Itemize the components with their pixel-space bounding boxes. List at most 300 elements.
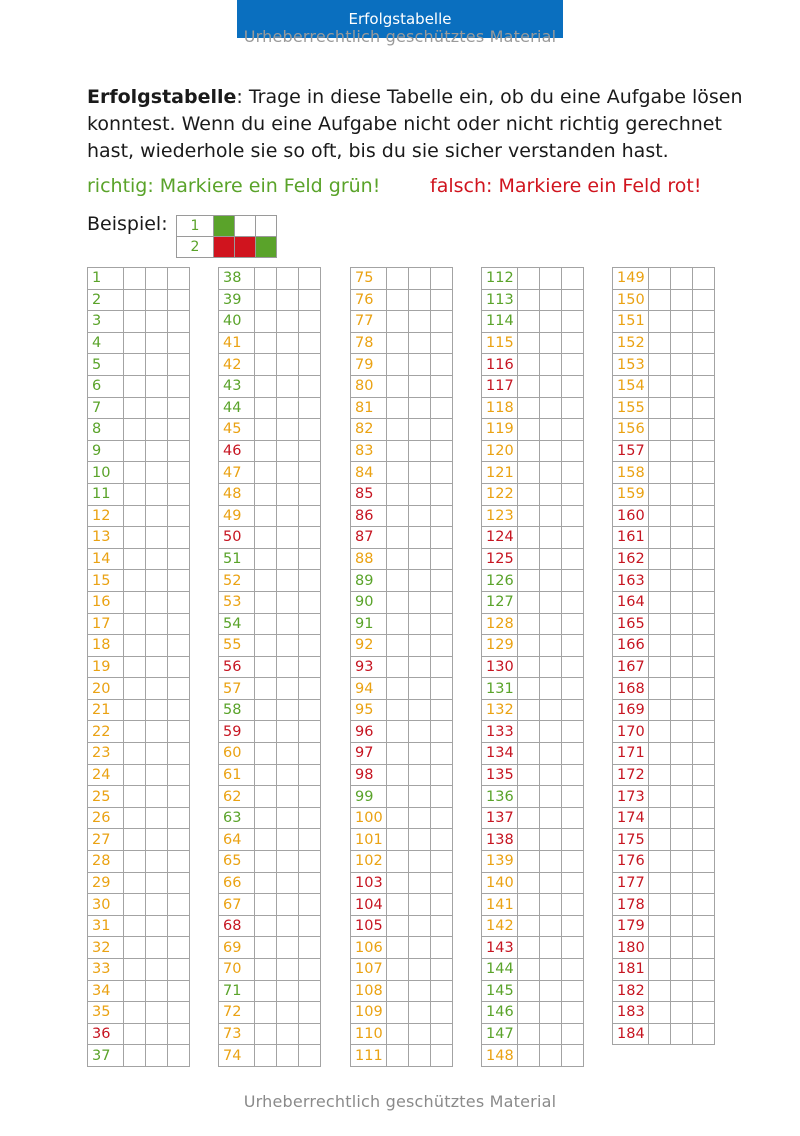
mark-cell[interactable] <box>671 419 693 441</box>
mark-cell[interactable] <box>387 807 409 829</box>
mark-cell[interactable] <box>540 915 562 937</box>
mark-cell[interactable] <box>299 311 321 333</box>
mark-cell[interactable] <box>255 980 277 1002</box>
mark-cell[interactable] <box>124 678 146 700</box>
mark-cell[interactable] <box>124 311 146 333</box>
mark-cell[interactable] <box>693 894 715 916</box>
mark-cell[interactable] <box>299 289 321 311</box>
mark-cell[interactable] <box>168 743 190 765</box>
mark-cell[interactable] <box>649 483 671 505</box>
mark-cell[interactable] <box>277 980 299 1002</box>
mark-cell[interactable] <box>649 440 671 462</box>
mark-cell[interactable] <box>431 268 453 290</box>
mark-cell[interactable] <box>387 915 409 937</box>
mark-cell[interactable] <box>299 915 321 937</box>
mark-cell[interactable] <box>168 483 190 505</box>
mark-cell[interactable] <box>671 332 693 354</box>
mark-cell[interactable] <box>649 548 671 570</box>
mark-cell[interactable] <box>540 375 562 397</box>
mark-cell[interactable] <box>387 678 409 700</box>
mark-cell[interactable] <box>146 872 168 894</box>
mark-cell[interactable] <box>409 980 431 1002</box>
mark-cell[interactable] <box>671 397 693 419</box>
mark-cell[interactable] <box>255 764 277 786</box>
mark-cell[interactable] <box>693 332 715 354</box>
mark-cell[interactable] <box>387 937 409 959</box>
mark-cell[interactable] <box>518 483 540 505</box>
mark-cell[interactable] <box>431 635 453 657</box>
mark-cell[interactable] <box>671 570 693 592</box>
mark-cell[interactable] <box>124 937 146 959</box>
mark-cell[interactable] <box>518 786 540 808</box>
mark-cell[interactable] <box>168 635 190 657</box>
mark-cell[interactable] <box>540 635 562 657</box>
mark-cell[interactable] <box>693 937 715 959</box>
mark-cell[interactable] <box>518 419 540 441</box>
mark-cell[interactable] <box>277 743 299 765</box>
mark-cell[interactable] <box>277 699 299 721</box>
mark-cell[interactable] <box>562 656 584 678</box>
mark-cell[interactable] <box>431 375 453 397</box>
mark-cell[interactable] <box>540 1002 562 1024</box>
mark-cell[interactable] <box>649 872 671 894</box>
mark-cell[interactable] <box>671 959 693 981</box>
mark-cell[interactable] <box>562 1045 584 1067</box>
mark-cell[interactable] <box>431 354 453 376</box>
mark-cell[interactable] <box>649 915 671 937</box>
mark-cell[interactable] <box>431 656 453 678</box>
mark-cell[interactable] <box>124 1023 146 1045</box>
mark-cell[interactable] <box>518 354 540 376</box>
mark-cell[interactable] <box>299 699 321 721</box>
mark-cell[interactable] <box>168 311 190 333</box>
mark-cell[interactable] <box>540 613 562 635</box>
mark-cell[interactable] <box>540 937 562 959</box>
mark-cell[interactable] <box>540 656 562 678</box>
mark-cell[interactable] <box>562 1002 584 1024</box>
mark-cell[interactable] <box>671 289 693 311</box>
mark-cell[interactable] <box>255 656 277 678</box>
mark-cell[interactable] <box>124 440 146 462</box>
mark-cell[interactable] <box>124 462 146 484</box>
mark-cell[interactable] <box>168 527 190 549</box>
mark-cell[interactable] <box>277 1002 299 1024</box>
mark-cell[interactable] <box>168 548 190 570</box>
mark-cell[interactable] <box>409 743 431 765</box>
mark-cell[interactable] <box>146 786 168 808</box>
mark-cell[interactable] <box>387 483 409 505</box>
mark-cell[interactable] <box>649 807 671 829</box>
mark-cell[interactable] <box>409 570 431 592</box>
mark-cell[interactable] <box>693 354 715 376</box>
mark-cell[interactable] <box>671 656 693 678</box>
mark-cell[interactable] <box>431 570 453 592</box>
mark-cell[interactable] <box>540 1023 562 1045</box>
mark-cell[interactable] <box>693 268 715 290</box>
mark-cell[interactable] <box>277 635 299 657</box>
mark-cell[interactable] <box>562 786 584 808</box>
mark-cell[interactable] <box>431 894 453 916</box>
mark-cell[interactable] <box>168 721 190 743</box>
mark-cell[interactable] <box>671 375 693 397</box>
mark-cell[interactable] <box>409 375 431 397</box>
mark-cell[interactable] <box>146 937 168 959</box>
mark-cell[interactable] <box>124 894 146 916</box>
mark-cell[interactable] <box>124 613 146 635</box>
mark-cell[interactable] <box>168 289 190 311</box>
mark-cell[interactable] <box>518 807 540 829</box>
mark-cell[interactable] <box>671 851 693 873</box>
mark-cell[interactable] <box>540 851 562 873</box>
mark-cell[interactable] <box>693 851 715 873</box>
mark-cell[interactable] <box>518 548 540 570</box>
mark-cell[interactable] <box>299 851 321 873</box>
mark-cell[interactable] <box>255 743 277 765</box>
mark-cell[interactable] <box>649 397 671 419</box>
mark-cell[interactable] <box>255 829 277 851</box>
mark-cell[interactable] <box>124 980 146 1002</box>
mark-cell[interactable] <box>168 354 190 376</box>
mark-cell[interactable] <box>277 397 299 419</box>
mark-cell[interactable] <box>255 311 277 333</box>
mark-cell[interactable] <box>277 656 299 678</box>
mark-cell[interactable] <box>693 289 715 311</box>
mark-cell[interactable] <box>168 764 190 786</box>
mark-cell[interactable] <box>562 851 584 873</box>
mark-cell[interactable] <box>431 419 453 441</box>
mark-cell[interactable] <box>649 591 671 613</box>
mark-cell[interactable] <box>146 656 168 678</box>
mark-cell[interactable] <box>693 570 715 592</box>
mark-cell[interactable] <box>146 1023 168 1045</box>
mark-cell[interactable] <box>168 678 190 700</box>
mark-cell[interactable] <box>540 289 562 311</box>
mark-cell[interactable] <box>518 1045 540 1067</box>
mark-cell[interactable] <box>277 613 299 635</box>
mark-cell[interactable] <box>124 764 146 786</box>
mark-cell[interactable] <box>168 872 190 894</box>
mark-cell[interactable] <box>124 570 146 592</box>
mark-cell[interactable] <box>255 851 277 873</box>
mark-cell[interactable] <box>693 829 715 851</box>
mark-cell[interactable] <box>277 786 299 808</box>
mark-cell[interactable] <box>431 311 453 333</box>
mark-cell[interactable] <box>409 527 431 549</box>
mark-cell[interactable] <box>277 527 299 549</box>
mark-cell[interactable] <box>540 699 562 721</box>
mark-cell[interactable] <box>387 764 409 786</box>
mark-cell[interactable] <box>124 505 146 527</box>
mark-cell[interactable] <box>540 591 562 613</box>
mark-cell[interactable] <box>387 656 409 678</box>
mark-cell[interactable] <box>671 699 693 721</box>
mark-cell[interactable] <box>168 440 190 462</box>
mark-cell[interactable] <box>518 764 540 786</box>
mark-cell[interactable] <box>649 354 671 376</box>
mark-cell[interactable] <box>299 268 321 290</box>
mark-cell[interactable] <box>431 483 453 505</box>
mark-cell[interactable] <box>693 613 715 635</box>
mark-cell[interactable] <box>409 959 431 981</box>
mark-cell[interactable] <box>540 721 562 743</box>
mark-cell[interactable] <box>540 829 562 851</box>
mark-cell[interactable] <box>146 375 168 397</box>
mark-cell[interactable] <box>431 440 453 462</box>
mark-cell[interactable] <box>671 937 693 959</box>
mark-cell[interactable] <box>146 462 168 484</box>
mark-cell[interactable] <box>255 527 277 549</box>
mark-cell[interactable] <box>409 483 431 505</box>
mark-cell[interactable] <box>387 505 409 527</box>
mark-cell[interactable] <box>649 678 671 700</box>
mark-cell[interactable] <box>409 851 431 873</box>
mark-cell[interactable] <box>518 829 540 851</box>
mark-cell[interactable] <box>671 872 693 894</box>
mark-cell[interactable] <box>649 743 671 765</box>
mark-cell[interactable] <box>409 721 431 743</box>
mark-cell[interactable] <box>168 397 190 419</box>
mark-cell[interactable] <box>693 440 715 462</box>
mark-cell[interactable] <box>518 872 540 894</box>
mark-cell[interactable] <box>562 764 584 786</box>
mark-cell[interactable] <box>518 915 540 937</box>
mark-cell[interactable] <box>649 375 671 397</box>
mark-cell[interactable] <box>431 527 453 549</box>
mark-cell[interactable] <box>562 613 584 635</box>
mark-cell[interactable] <box>299 872 321 894</box>
mark-cell[interactable] <box>649 699 671 721</box>
mark-cell[interactable] <box>562 527 584 549</box>
mark-cell[interactable] <box>518 505 540 527</box>
mark-cell[interactable] <box>518 937 540 959</box>
mark-cell[interactable] <box>299 980 321 1002</box>
mark-cell[interactable] <box>671 440 693 462</box>
mark-cell[interactable] <box>693 980 715 1002</box>
mark-cell[interactable] <box>671 613 693 635</box>
mark-cell[interactable] <box>540 786 562 808</box>
mark-cell[interactable] <box>277 937 299 959</box>
mark-cell[interactable] <box>649 1002 671 1024</box>
mark-cell[interactable] <box>562 894 584 916</box>
mark-cell[interactable] <box>518 721 540 743</box>
mark-cell[interactable] <box>409 354 431 376</box>
mark-cell[interactable] <box>562 332 584 354</box>
mark-cell[interactable] <box>146 829 168 851</box>
mark-cell[interactable] <box>277 570 299 592</box>
mark-cell[interactable] <box>277 721 299 743</box>
mark-cell[interactable] <box>540 764 562 786</box>
mark-cell[interactable] <box>693 807 715 829</box>
mark-cell[interactable] <box>518 635 540 657</box>
mark-cell[interactable] <box>409 872 431 894</box>
mark-cell[interactable] <box>649 332 671 354</box>
mark-cell[interactable] <box>277 894 299 916</box>
mark-cell[interactable] <box>255 397 277 419</box>
mark-cell[interactable] <box>124 807 146 829</box>
mark-cell[interactable] <box>649 721 671 743</box>
mark-cell[interactable] <box>409 764 431 786</box>
mark-cell[interactable] <box>693 505 715 527</box>
mark-cell[interactable] <box>168 375 190 397</box>
mark-cell[interactable] <box>255 570 277 592</box>
mark-cell[interactable] <box>518 1002 540 1024</box>
mark-cell[interactable] <box>299 721 321 743</box>
mark-cell[interactable] <box>124 851 146 873</box>
mark-cell[interactable] <box>387 289 409 311</box>
mark-cell[interactable] <box>299 937 321 959</box>
mark-cell[interactable] <box>431 980 453 1002</box>
mark-cell[interactable] <box>168 656 190 678</box>
mark-cell[interactable] <box>387 311 409 333</box>
mark-cell[interactable] <box>409 419 431 441</box>
mark-cell[interactable] <box>146 613 168 635</box>
mark-cell[interactable] <box>146 721 168 743</box>
mark-cell[interactable] <box>255 937 277 959</box>
mark-cell[interactable] <box>518 570 540 592</box>
mark-cell[interactable] <box>299 1023 321 1045</box>
mark-cell[interactable] <box>431 591 453 613</box>
mark-cell[interactable] <box>693 915 715 937</box>
mark-cell[interactable] <box>124 743 146 765</box>
mark-cell[interactable] <box>124 656 146 678</box>
mark-cell[interactable] <box>562 570 584 592</box>
mark-cell[interactable] <box>671 915 693 937</box>
mark-cell[interactable] <box>431 721 453 743</box>
mark-cell[interactable] <box>168 1023 190 1045</box>
mark-cell[interactable] <box>277 548 299 570</box>
mark-cell[interactable] <box>146 807 168 829</box>
mark-cell[interactable] <box>518 613 540 635</box>
mark-cell[interactable] <box>562 591 584 613</box>
mark-cell[interactable] <box>518 894 540 916</box>
mark-cell[interactable] <box>299 1045 321 1067</box>
mark-cell[interactable] <box>387 829 409 851</box>
mark-cell[interactable] <box>387 419 409 441</box>
mark-cell[interactable] <box>562 354 584 376</box>
mark-cell[interactable] <box>277 764 299 786</box>
mark-cell[interactable] <box>671 1023 693 1045</box>
mark-cell[interactable] <box>693 764 715 786</box>
mark-cell[interactable] <box>431 289 453 311</box>
mark-cell[interactable] <box>168 937 190 959</box>
mark-cell[interactable] <box>518 375 540 397</box>
mark-cell[interactable] <box>671 311 693 333</box>
mark-cell[interactable] <box>168 462 190 484</box>
mark-cell[interactable] <box>146 289 168 311</box>
mark-cell[interactable] <box>562 937 584 959</box>
mark-cell[interactable] <box>299 440 321 462</box>
mark-cell[interactable] <box>540 980 562 1002</box>
mark-cell[interactable] <box>518 1023 540 1045</box>
mark-cell[interactable] <box>255 699 277 721</box>
mark-cell[interactable] <box>277 440 299 462</box>
mark-cell[interactable] <box>562 635 584 657</box>
mark-cell[interactable] <box>255 289 277 311</box>
mark-cell[interactable] <box>255 268 277 290</box>
mark-cell[interactable] <box>277 419 299 441</box>
mark-cell[interactable] <box>562 311 584 333</box>
mark-cell[interactable] <box>255 915 277 937</box>
mark-cell[interactable] <box>693 527 715 549</box>
mark-cell[interactable] <box>562 807 584 829</box>
mark-cell[interactable] <box>299 354 321 376</box>
mark-cell[interactable] <box>277 483 299 505</box>
mark-cell[interactable] <box>540 807 562 829</box>
mark-cell[interactable] <box>693 548 715 570</box>
mark-cell[interactable] <box>409 937 431 959</box>
mark-cell[interactable] <box>671 678 693 700</box>
mark-cell[interactable] <box>124 527 146 549</box>
mark-cell[interactable] <box>299 959 321 981</box>
mark-cell[interactable] <box>255 1002 277 1024</box>
mark-cell[interactable] <box>124 829 146 851</box>
mark-cell[interactable] <box>255 1023 277 1045</box>
mark-cell[interactable] <box>255 591 277 613</box>
mark-cell[interactable] <box>255 440 277 462</box>
mark-cell[interactable] <box>299 462 321 484</box>
mark-cell[interactable] <box>146 699 168 721</box>
mark-cell[interactable] <box>299 635 321 657</box>
mark-cell[interactable] <box>168 894 190 916</box>
mark-cell[interactable] <box>146 591 168 613</box>
mark-cell[interactable] <box>277 375 299 397</box>
mark-cell[interactable] <box>540 419 562 441</box>
mark-cell[interactable] <box>562 721 584 743</box>
mark-cell[interactable] <box>387 786 409 808</box>
mark-cell[interactable] <box>124 635 146 657</box>
mark-cell[interactable] <box>277 505 299 527</box>
mark-cell[interactable] <box>387 462 409 484</box>
mark-cell[interactable] <box>387 699 409 721</box>
mark-cell[interactable] <box>299 548 321 570</box>
mark-cell[interactable] <box>299 375 321 397</box>
mark-cell[interactable] <box>387 1002 409 1024</box>
mark-cell[interactable] <box>255 613 277 635</box>
mark-cell[interactable] <box>409 635 431 657</box>
mark-cell[interactable] <box>387 397 409 419</box>
mark-cell[interactable] <box>299 743 321 765</box>
mark-cell[interactable] <box>693 311 715 333</box>
mark-cell[interactable] <box>277 462 299 484</box>
mark-cell[interactable] <box>255 462 277 484</box>
mark-cell[interactable] <box>146 959 168 981</box>
mark-cell[interactable] <box>409 397 431 419</box>
mark-cell[interactable] <box>431 829 453 851</box>
mark-cell[interactable] <box>409 656 431 678</box>
mark-cell[interactable] <box>671 591 693 613</box>
mark-cell[interactable] <box>124 699 146 721</box>
mark-cell[interactable] <box>409 1023 431 1045</box>
mark-cell[interactable] <box>671 268 693 290</box>
mark-cell[interactable] <box>693 483 715 505</box>
mark-cell[interactable] <box>277 1023 299 1045</box>
mark-cell[interactable] <box>299 527 321 549</box>
mark-cell[interactable] <box>277 959 299 981</box>
mark-cell[interactable] <box>693 1023 715 1045</box>
mark-cell[interactable] <box>387 591 409 613</box>
mark-cell[interactable] <box>168 570 190 592</box>
mark-cell[interactable] <box>124 354 146 376</box>
mark-cell[interactable] <box>299 419 321 441</box>
mark-cell[interactable] <box>431 786 453 808</box>
mark-cell[interactable] <box>255 721 277 743</box>
mark-cell[interactable] <box>693 1002 715 1024</box>
mark-cell[interactable] <box>562 699 584 721</box>
mark-cell[interactable] <box>146 743 168 765</box>
mark-cell[interactable] <box>124 289 146 311</box>
mark-cell[interactable] <box>146 851 168 873</box>
mark-cell[interactable] <box>124 375 146 397</box>
